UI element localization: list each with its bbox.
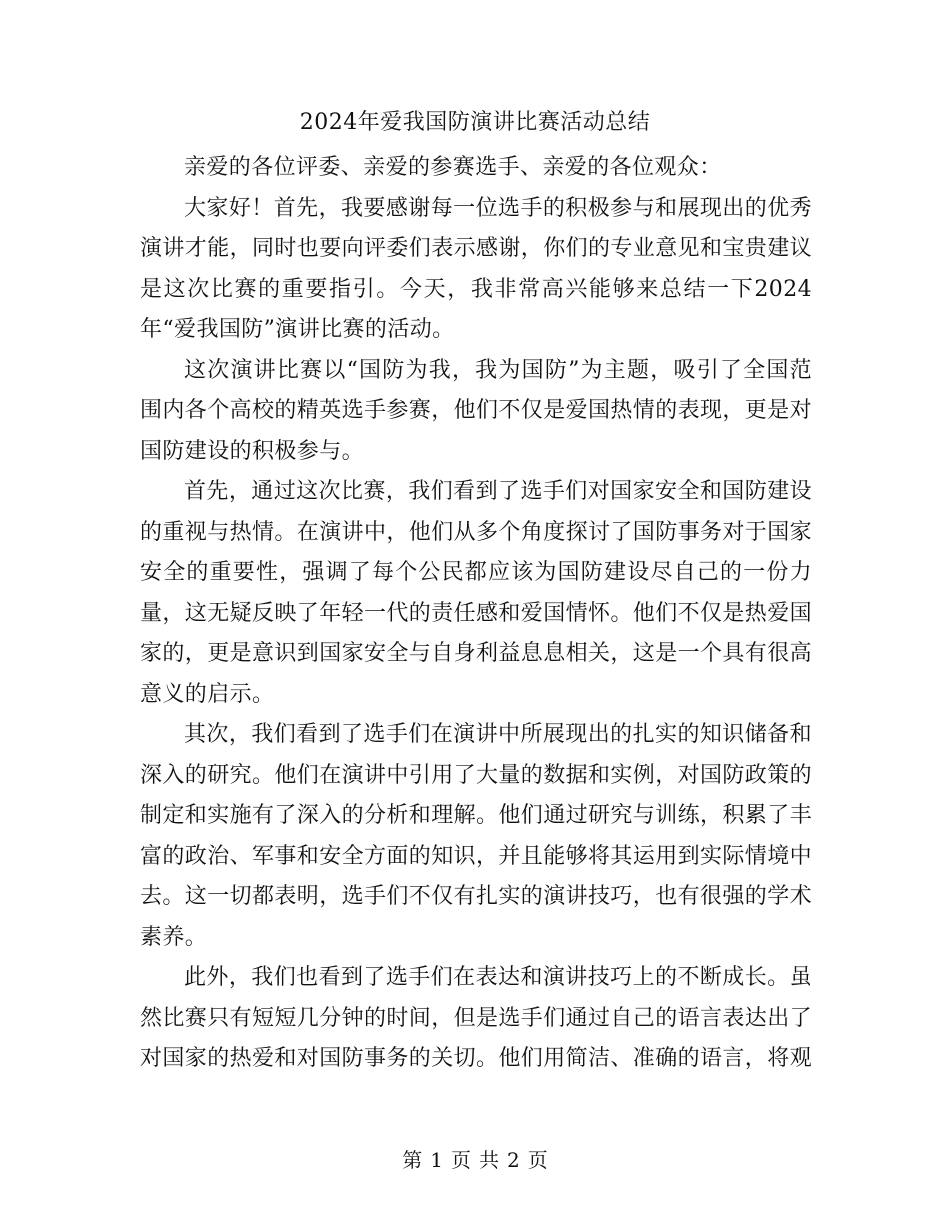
body-paragraph: 大家好！首先，我要感谢每一位选手的积极参与和展现出的优秀演讲才能，同时也要向评委们表示感谢，你们的专业意见和宝贵建议是这次比赛的重要指引。今天，我非常高兴能够来总结一下2024年“爱我国防”演讲比赛的活动。 <box>140 195 813 342</box>
footer-prefix: 第 <box>402 1148 423 1172</box>
footer-total-word: 共 <box>479 1148 499 1172</box>
footer-page-word: 页 <box>451 1148 471 1172</box>
footer-current-page: 1 <box>430 1148 443 1172</box>
footer-page-suffix: 页 <box>527 1148 548 1172</box>
document-body <box>140 148 812 1080</box>
footer-total-pages: 2 <box>507 1148 520 1172</box>
page-footer <box>0 1145 950 1175</box>
salutation-paragraph: 亲爱的各位评委、亲爱的参赛选手、亲爱的各位观众： <box>184 155 722 180</box>
body-paragraph: 此外，我们也看到了选手们在表达和演讲技巧上的不断成长。虽然比赛只有短短几分钟的时间，但是选手们通过自己的语言表达出了对国家的热爱和对国防事务的关切。他们用简洁、准确的语言，将观 <box>140 965 813 1071</box>
body-paragraph: 首先，通过这次比赛，我们看到了选手们对国家安全和国防建设的重视与热情。在演讲中，他们从多个角度探讨了国防事务对于国家安全的重要性，强调了每个公民都应该为国防建设尽自己的一份力量，这无疑反映了年轻一代的责任感和爱国情怀。他们不仅是热爱国家的，更是意识到国家安全与自身利益息息相关，这是一个具有很高意义的启示。 <box>140 479 813 707</box>
body-paragraph: 这次演讲比赛以“国防为我，我为国防”为主题，吸引了全国范围内各个高校的精英选手参赛，他们不仅是爱国热情的表现，更是对国防建设的积极参与。 <box>140 357 813 464</box>
document-title: 2024年爱我国防演讲比赛活动总结 <box>299 110 651 135</box>
body-paragraph: 其次，我们看到了选手们在演讲中所展现出的扎实的知识储备和深入的研究。他们在演讲中引用了大量的数据和实例，对国防政策的制定和实施有了深入的分析和理解。他们通过研究与训练，积累了丰富的政治、军事和安全方面的知识，并且能够将其运用到实际情境中去。这一切都表明，选手们不仅有扎实的演讲技巧，也有很强的学术素养。 <box>140 722 813 950</box>
